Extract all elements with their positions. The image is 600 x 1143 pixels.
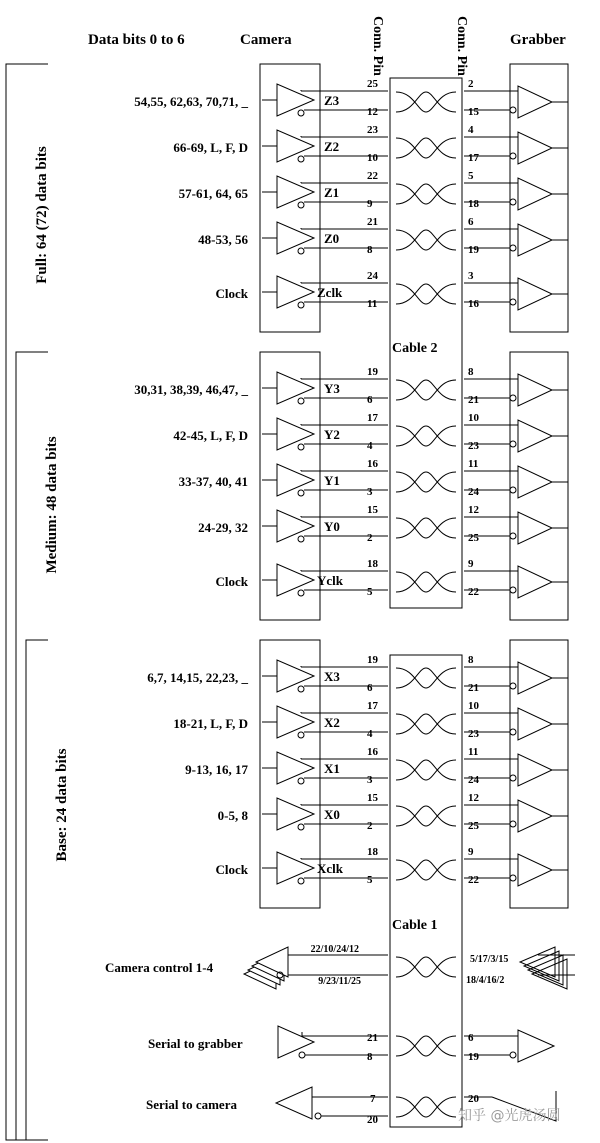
channel-name: X0 xyxy=(324,807,340,822)
grab-pin-neg: 23 xyxy=(468,728,479,740)
rx-bubble xyxy=(510,1052,516,1058)
grab-pins-positive: 5/17/3/15 xyxy=(470,954,509,965)
grabber-box-base xyxy=(510,640,568,908)
channel-yclk xyxy=(216,558,569,598)
grab-pin-neg: 24 xyxy=(468,486,479,498)
inverter-bubble xyxy=(298,536,304,542)
header-data-bits: Data bits 0 to 6 xyxy=(88,32,185,48)
cam-pin-pos: 23 xyxy=(367,124,378,136)
channel-z0 xyxy=(198,216,568,256)
driver-icon xyxy=(277,276,314,308)
driver-icon xyxy=(277,752,314,784)
bits-label: 66-69, L, F, D xyxy=(173,140,248,155)
channel-name: Z0 xyxy=(324,231,340,246)
cable1-label: Cable 1 xyxy=(392,918,438,933)
twisted-pair-icon xyxy=(396,714,456,734)
driver-icon xyxy=(277,706,314,738)
twisted-pair-icon xyxy=(396,472,456,492)
channel-name: Y2 xyxy=(324,427,340,442)
grab-pin-pos: 9 xyxy=(468,846,474,858)
cam-pin-pos: 18 xyxy=(367,558,378,570)
cam-pin-pos: 24 xyxy=(367,270,378,282)
cam-pin-neg: 10 xyxy=(367,152,378,164)
bits-label: 54,55, 62,63, 70,71, _ xyxy=(134,94,248,109)
grabber-box-full xyxy=(510,64,568,332)
rx-bubble xyxy=(510,683,516,689)
grab-pin-pos: 6 xyxy=(468,216,474,228)
grab-pin-pos: 12 xyxy=(468,792,479,804)
cam-pin-neg: 3 xyxy=(367,774,373,786)
inverter-bubble xyxy=(315,1113,321,1119)
receiver-icon xyxy=(518,1030,554,1062)
grab-pin-pos: 20 xyxy=(468,1093,479,1105)
receiver-icon xyxy=(518,420,552,452)
twisted-pair-icon xyxy=(396,957,456,977)
inverter-bubble xyxy=(298,248,304,254)
cam-pin-pos: 7 xyxy=(370,1093,376,1105)
channel-zclk xyxy=(216,270,569,310)
cam-pin-pos: 16 xyxy=(367,458,378,470)
grab-pin-pos: 10 xyxy=(468,412,479,424)
receiver-icon xyxy=(518,374,552,406)
channel-name: Y3 xyxy=(324,381,340,396)
cam-pin-pos: 16 xyxy=(367,746,378,758)
driver-icon xyxy=(277,222,314,254)
grab-pin-neg: 19 xyxy=(468,1051,479,1063)
receiver-stack-icon xyxy=(520,947,555,977)
grab-pin-neg: 18 xyxy=(468,198,479,210)
twisted-pair-icon xyxy=(396,380,456,400)
cam-pin-pos: 18 xyxy=(367,846,378,858)
header-conn-pin-left: Conn. Pin xyxy=(370,16,385,76)
channel-name: Z3 xyxy=(324,93,340,108)
channel-name: Xclk xyxy=(317,861,343,876)
cam-pin-pos: 21 xyxy=(367,216,378,228)
bits-label: 18-21, L, F, D xyxy=(173,716,248,731)
bits-label: Clock xyxy=(215,574,248,589)
twisted-pair-icon xyxy=(396,860,456,880)
inverter-bubble xyxy=(298,778,304,784)
inverter-bubble xyxy=(298,824,304,830)
row-serial-to-grabber xyxy=(148,1026,554,1063)
channel-x3 xyxy=(147,654,568,694)
channel-y3 xyxy=(134,366,568,406)
cam-pin-neg: 2 xyxy=(367,532,373,544)
cam-pin-neg: 3 xyxy=(367,486,373,498)
group-label-medium: Medium: 48 data bits xyxy=(44,436,60,574)
receiver-icon xyxy=(518,854,552,886)
driver-icon xyxy=(277,130,314,162)
inverter-bubble xyxy=(298,302,304,308)
channel-name: X1 xyxy=(324,761,340,776)
bits-label: Clock xyxy=(215,286,248,301)
cam-pin-pos: 15 xyxy=(367,792,378,804)
driver-icon xyxy=(277,372,314,404)
receiver-icon xyxy=(518,278,552,310)
grab-pin-pos: 5 xyxy=(468,170,474,182)
rx-bubble xyxy=(510,441,516,447)
serial-to-grabber-label: Serial to grabber xyxy=(148,1036,243,1051)
channel-name: Z2 xyxy=(324,139,340,154)
twisted-pair-icon xyxy=(396,426,456,446)
channel-z2 xyxy=(173,124,568,164)
cam-pin-pos: 21 xyxy=(367,1032,378,1044)
row-camera-control xyxy=(105,944,575,989)
grab-pin-neg: 21 xyxy=(468,394,479,406)
channel-name: Zclk xyxy=(317,285,343,300)
inverter-bubble xyxy=(298,398,304,404)
channel-z3 xyxy=(134,78,568,118)
driver-icon xyxy=(277,660,314,692)
twisted-pair-icon xyxy=(396,92,456,112)
twisted-pair-icon xyxy=(396,1097,456,1117)
rx-bubble xyxy=(510,587,516,593)
inverter-bubble xyxy=(298,686,304,692)
driver-icon xyxy=(277,418,314,450)
watermark: 知乎 @光虎汤圆 xyxy=(458,1108,561,1124)
cam-pin-pos: 17 xyxy=(367,412,378,424)
cam-pins-negative: 9/23/11/25 xyxy=(318,976,361,987)
cam-pin-pos: 25 xyxy=(367,78,378,90)
receiver-icon xyxy=(518,512,552,544)
bits-label: 48-53, 56 xyxy=(198,232,248,247)
channel-x2 xyxy=(173,700,568,740)
cam-pin-neg: 4 xyxy=(367,440,373,452)
rx-bubble xyxy=(510,199,516,205)
driver-icon xyxy=(277,852,314,884)
grab-pin-neg: 16 xyxy=(468,298,479,310)
serial-to-camera-label: Serial to camera xyxy=(146,1097,237,1112)
twisted-pair-icon xyxy=(396,518,456,538)
rx-bubble xyxy=(510,775,516,781)
channel-name: X3 xyxy=(324,669,340,684)
grab-pin-pos: 10 xyxy=(468,700,479,712)
cam-pin-pos: 19 xyxy=(367,654,378,666)
control-rows xyxy=(105,944,575,1126)
cam-pin-pos: 22 xyxy=(367,170,378,182)
rx-bubble xyxy=(510,487,516,493)
cam-pin-neg: 9 xyxy=(367,198,373,210)
group-bracket-base xyxy=(26,640,48,1140)
header-conn-pin-right: Conn. Pin xyxy=(454,16,469,76)
channel-xclk xyxy=(216,846,569,886)
grab-pin-neg: 25 xyxy=(468,820,479,832)
camera-control-label: Camera control 1-4 xyxy=(105,960,214,975)
driver-icon xyxy=(278,1026,314,1058)
grab-pin-pos: 11 xyxy=(468,746,479,758)
bits-label: 33-37, 40, 41 xyxy=(178,474,248,489)
twisted-pair-icon xyxy=(396,760,456,780)
rx-bubble xyxy=(510,153,516,159)
cam-pin-pos: 15 xyxy=(367,504,378,516)
cam-pins-positive: 22/10/24/12 xyxy=(310,944,359,955)
grab-pin-pos: 3 xyxy=(468,270,474,282)
channel-name: Z1 xyxy=(324,185,340,200)
rx-bubble xyxy=(510,875,516,881)
bits-label: 0-5, 8 xyxy=(217,808,248,823)
driver-icon xyxy=(277,176,314,208)
cam-pin-neg: 20 xyxy=(367,1114,378,1126)
cam-pin-neg: 5 xyxy=(367,586,373,598)
bits-label: Clock xyxy=(215,862,248,877)
cable2-label: Cable 2 xyxy=(392,341,438,356)
channel-x1 xyxy=(185,746,568,786)
receiver-icon xyxy=(518,566,552,598)
group-label-full: Full: 64 (72) data bits xyxy=(34,146,50,284)
driver-icon xyxy=(277,464,314,496)
bits-label: 57-61, 64, 65 xyxy=(178,186,248,201)
twisted-pair-icon xyxy=(396,230,456,250)
grab-pin-pos: 8 xyxy=(468,366,474,378)
cam-pin-neg: 12 xyxy=(367,106,378,118)
grab-pin-pos: 12 xyxy=(468,504,479,516)
rx-bubble xyxy=(510,299,516,305)
grab-pin-neg: 24 xyxy=(468,774,479,786)
rx-bubble xyxy=(510,395,516,401)
bits-label: 6,7, 14,15, 22,23, _ xyxy=(147,670,248,685)
channel-name: X2 xyxy=(324,715,340,730)
channel-name: Yclk xyxy=(317,573,343,588)
grab-pin-pos: 8 xyxy=(468,654,474,666)
twisted-pair-icon xyxy=(396,806,456,826)
grab-pin-neg: 15 xyxy=(468,106,479,118)
receiver-icon xyxy=(518,708,552,740)
cam-pin-neg: 5 xyxy=(367,874,373,886)
receiver-icon xyxy=(276,1087,312,1119)
inverter-bubble xyxy=(298,156,304,162)
twisted-pair-icon xyxy=(396,1036,456,1056)
channel-name: Y0 xyxy=(324,519,340,534)
twisted-pair-icon xyxy=(396,668,456,688)
bits-label: 42-45, L, F, D xyxy=(173,428,248,443)
receiver-icon xyxy=(518,754,552,786)
driver-icon xyxy=(277,798,314,830)
grabber-box-medium xyxy=(510,352,568,620)
receiver-icon xyxy=(518,466,552,498)
header-grabber: Grabber xyxy=(510,32,566,48)
inverter-bubble xyxy=(298,590,304,596)
receiver-icon xyxy=(518,662,552,694)
driver-icon xyxy=(277,564,314,596)
inverter-bubble xyxy=(298,490,304,496)
rx-bubble xyxy=(510,245,516,251)
inverter-bubble xyxy=(298,732,304,738)
grab-pin-pos: 9 xyxy=(468,558,474,570)
driver-icon xyxy=(277,510,314,542)
receiver-icon xyxy=(518,800,552,832)
cam-pin-pos: 19 xyxy=(367,366,378,378)
grab-pin-neg: 25 xyxy=(468,532,479,544)
header-camera: Camera xyxy=(240,32,292,48)
receiver-icon xyxy=(518,86,552,118)
channel-name: Y1 xyxy=(324,473,340,488)
group-label-base: Base: 24 data bits xyxy=(54,748,70,862)
channel-x0 xyxy=(218,792,568,832)
cam-pin-neg: 2 xyxy=(367,820,373,832)
cam-pin-neg: 4 xyxy=(367,728,373,740)
cam-pin-neg: 6 xyxy=(367,682,373,694)
grab-pin-neg: 22 xyxy=(468,874,479,886)
grab-pin-pos: 4 xyxy=(468,124,474,136)
bits-label: 9-13, 16, 17 xyxy=(185,762,248,777)
inverter-bubble xyxy=(298,878,304,884)
twisted-pair-icon xyxy=(396,572,456,592)
twisted-pair-icon xyxy=(396,138,456,158)
grab-pins-negative: 18/4/16/2 xyxy=(466,975,505,986)
bits-label: 24-29, 32 xyxy=(198,520,248,535)
rx-bubble xyxy=(510,533,516,539)
receiver-icon xyxy=(518,224,552,256)
inverter-bubble xyxy=(299,1052,305,1058)
rx-bubble xyxy=(510,729,516,735)
inverter-bubble xyxy=(298,110,304,116)
cam-pin-neg: 8 xyxy=(367,1051,373,1063)
cam-pin-neg: 6 xyxy=(367,394,373,406)
rx-bubble xyxy=(510,821,516,827)
cam-pin-neg: 11 xyxy=(367,298,378,310)
bits-label: 30,31, 38,39, 46,47, _ xyxy=(134,382,248,397)
inverter-bubble xyxy=(298,202,304,208)
grab-pin-neg: 22 xyxy=(468,586,479,598)
inverter-bubble xyxy=(298,444,304,450)
twisted-pair-icon xyxy=(396,284,456,304)
receiver-icon xyxy=(518,132,552,164)
channel-y0 xyxy=(198,504,568,544)
grab-pin-neg: 19 xyxy=(468,244,479,256)
receiver-icon xyxy=(518,178,552,210)
grab-pin-neg: 23 xyxy=(468,440,479,452)
cam-pin-neg: 8 xyxy=(367,244,373,256)
channel-y2 xyxy=(173,412,568,452)
grab-pin-pos: 11 xyxy=(468,458,479,470)
channel-rows xyxy=(134,78,568,886)
twisted-pair-icon xyxy=(396,184,456,204)
grab-pin-neg: 17 xyxy=(468,152,479,164)
grab-pin-pos: 2 xyxy=(468,78,474,90)
grab-pin-neg: 21 xyxy=(468,682,479,694)
cam-pin-pos: 17 xyxy=(367,700,378,712)
grab-pin-pos: 6 xyxy=(468,1032,474,1044)
driver-icon xyxy=(277,84,314,116)
rx-bubble xyxy=(510,107,516,113)
